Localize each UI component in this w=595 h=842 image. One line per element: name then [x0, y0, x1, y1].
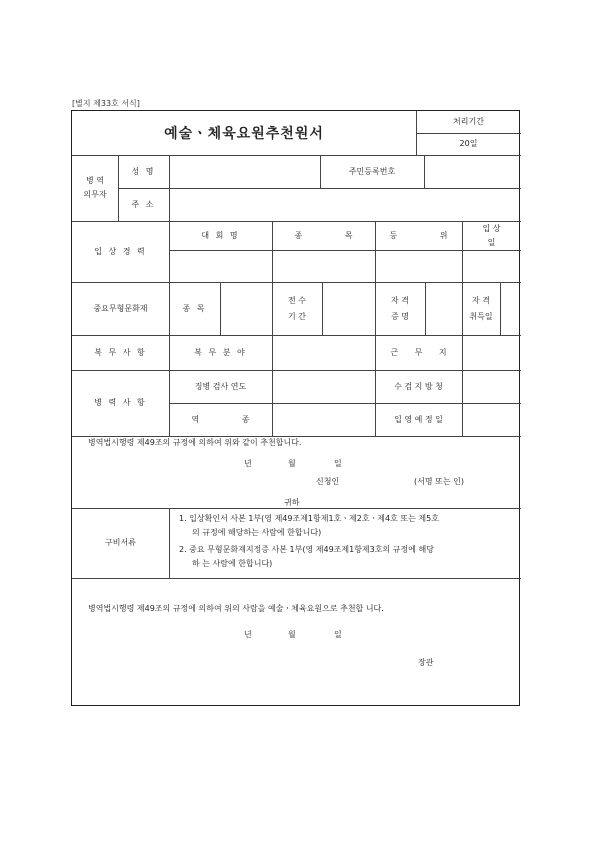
divider	[169, 508, 170, 578]
request-date-day: 일	[334, 459, 342, 468]
name-label: 성 명	[131, 167, 156, 176]
divider	[169, 403, 521, 404]
applicant-group-label: 의무자	[83, 190, 107, 199]
processing-value: 20일	[459, 139, 478, 148]
divider	[220, 282, 221, 335]
divider	[169, 250, 521, 251]
resident-no-label: 주민등록번호	[348, 167, 396, 176]
acquired-date-label: 자 격	[472, 296, 490, 305]
divider	[462, 335, 463, 436]
divider	[72, 335, 521, 336]
recommendation-form	[71, 110, 520, 706]
applicant-group-label: 병 역	[86, 176, 104, 185]
recommendation-statement: 병역법시행령 제49조의 규정에 의하여 위의 사람을 예술ㆍ체육요원으로 추천합 니다.	[88, 604, 384, 613]
exam-office-label: 수 검 지 방 청	[394, 382, 443, 391]
award-history-label: 입 상 경 력	[94, 247, 147, 256]
divider	[272, 282, 273, 335]
divider	[322, 282, 323, 335]
documents-label: 구비서류	[105, 538, 136, 547]
request-date-month: 월	[288, 459, 296, 468]
form-number: [별지 제33호 서식]	[72, 99, 140, 108]
cultural-asset-label: 중요무형문화재	[93, 304, 148, 313]
document-item-2: 하 는 사람에 한합니다)	[192, 559, 273, 568]
rank-column-header: 등 위	[389, 231, 448, 240]
divider	[72, 370, 521, 371]
document-item-1: 의 규정에 해당하는 사람에 한합니다)	[192, 528, 322, 537]
form-title: 예술ㆍ체육요원추천원서	[164, 126, 324, 142]
document-item-1: 1. 입상확인서 사본 1부(영 제49조제1항제1호ㆍ제2호ㆍ제4호 또는 제5호	[179, 514, 439, 523]
recommendation-date-day: 일	[334, 630, 342, 639]
document-item-2: 2. 중요 무형문화재지정증 사본 1부(영 제49조제1항제3호의 규정에 해당	[179, 545, 434, 554]
recommendation-date-month: 월	[288, 630, 296, 639]
divider	[72, 155, 521, 156]
divider	[118, 188, 521, 189]
service-field-label: 복 무 분 야	[194, 348, 247, 357]
service-label: 복 무 사 항	[94, 348, 147, 357]
divider	[72, 282, 521, 283]
request-date-year: 년	[244, 459, 252, 468]
address-label: 주 소	[131, 200, 156, 209]
award-date-column-header: 입 상	[482, 224, 501, 233]
service-type-label: 역 종	[191, 415, 250, 424]
competition-column-header: 대 회 명	[201, 231, 240, 240]
processing-label: 처리기간	[453, 117, 484, 126]
certification-label: 증 명	[391, 312, 409, 321]
award-date-column-header: 일	[487, 238, 496, 247]
address-field[interactable]	[172, 191, 519, 219]
recommendation-date-year: 년	[244, 630, 252, 639]
exam-year-label: 징병 검사 연도	[194, 382, 247, 391]
name-field[interactable]	[172, 158, 317, 186]
applicant-signature-label: 신청인	[316, 477, 340, 486]
signature-note: (서명 또는 인)	[414, 477, 464, 486]
acquired-date-label: 취득일	[469, 312, 493, 321]
divider	[416, 133, 521, 134]
recommendation-signer: 장관	[418, 658, 434, 667]
divider	[72, 578, 521, 579]
divider	[375, 282, 376, 335]
divider	[425, 282, 426, 335]
military-label: 병 력 사 항	[94, 398, 147, 407]
training-period-label: 기 간	[288, 312, 306, 321]
divider	[272, 335, 273, 436]
enlist-date-label: 입 영 예 정 일	[394, 415, 443, 424]
request-statement: 병역법시행령 제49조의 규정에 의하여 위와 같이 추천합니다.	[88, 438, 302, 447]
divider	[72, 221, 521, 222]
divider	[462, 282, 463, 335]
event-column-header: 종 목	[294, 231, 353, 240]
divider	[118, 155, 119, 221]
cultural-event-label: 종 목	[182, 304, 207, 313]
divider	[500, 282, 501, 335]
resident-no-field[interactable]	[427, 158, 519, 186]
workplace-label: 근 무 지	[390, 348, 447, 357]
training-period-label: 전 수	[288, 296, 306, 305]
addressee: 귀하	[284, 498, 300, 507]
divider	[169, 155, 170, 436]
certification-label: 자 격	[391, 296, 409, 305]
divider	[424, 155, 425, 188]
